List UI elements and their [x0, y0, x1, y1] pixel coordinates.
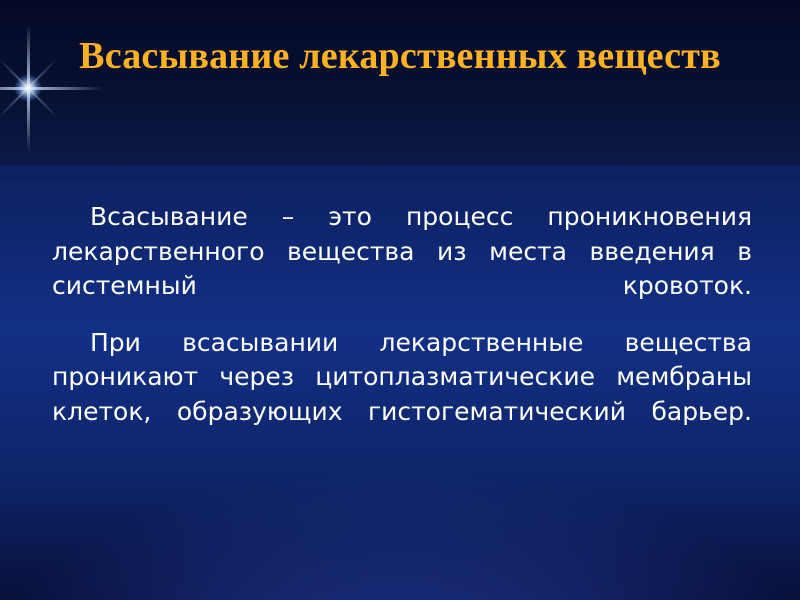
slide-title: Всасывание лекарственных веществ — [79, 35, 721, 77]
body-paragraph-1: Всасывание – это процесс проникновения лекарственного вещества из места введения в системный кровоток. — [52, 202, 752, 300]
body-paragraph-2: При всасывании лекарственные вещества проникают через цитоплазматические мембраны клеток, образующих гистогематический барьер. — [52, 327, 752, 426]
title-band — [0, 0, 800, 165]
slide-body — [52, 200, 752, 429]
